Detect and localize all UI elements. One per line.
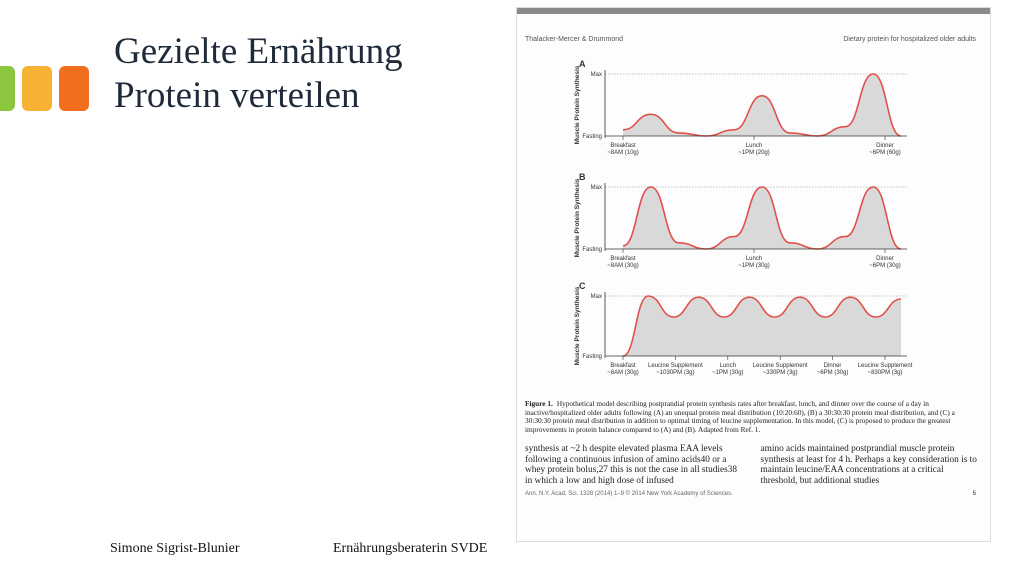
y-tick-max-A: Max — [590, 72, 602, 78]
x-tick-label-C-1: Leucine Supplement — [648, 363, 703, 369]
x-tick-detail-C-4: ~6PM (30g) — [816, 370, 849, 376]
figure-caption-text: Hypothetical model describing postprandial protein synthesis rates after breakfast, lunch, and dinner over the course of a day in inactive/hospitalized older adults following (A) an unequal protein meal distribution (10:20:60), (B) a 30:30:30 protein meal distribution, and (C) a 30:30:30 protein meal distribution in addition to optimal timing of leucine supplementation. In this model, (C) is proposed to produce the greatest improvements in protein balance compared to (A) and (B). Adapted from Ref. 1. — [525, 399, 955, 434]
y-axis-label-B: Muscle Protein Synthesis — [574, 178, 581, 258]
accent-squares — [0, 66, 89, 111]
y-tick-max-C: Max — [590, 294, 602, 300]
x-tick-label-C-3: Leucine Supplement — [752, 363, 808, 369]
accent-square-orange — [59, 66, 89, 111]
synthesis-area-C — [623, 296, 901, 356]
paper-excerpt — [517, 8, 990, 541]
x-tick-detail-C-1: ~1030PM (3g) — [656, 370, 695, 376]
x-tick-label-C-2: Lunch — [719, 363, 736, 369]
x-tick-label-B-2: Dinner — [876, 256, 894, 262]
paper-footer — [525, 491, 976, 497]
x-tick-detail-A-2: ~6PM (60g) — [869, 150, 901, 156]
figure-caption-label: Figure 1. — [525, 399, 553, 408]
x-tick-label-C-5: Leucine Supplement — [857, 363, 913, 369]
figure-caption — [525, 400, 980, 434]
x-tick-detail-B-1: ~1PM (30g) — [738, 263, 770, 269]
paper-body-text — [525, 444, 980, 486]
x-tick-label-B-1: Lunch — [745, 256, 763, 262]
page-number: 5 — [972, 491, 976, 497]
x-tick-detail-C-0: ~8AM (30g) — [607, 370, 639, 376]
panel-label-A: A — [579, 59, 586, 69]
y-axis-label-C: Muscle Protein Synthesis — [574, 286, 581, 366]
x-tick-label-C-0: Breakfast — [610, 363, 636, 369]
paper-body-right-column: amino acids maintained postprandial muscle protein synthesis at least for 4 h. Perhaps a key consideration is to maintain leucine/EAA concentrations at a critical threshold, but additional studies — [760, 444, 977, 486]
paper-body-left-column: synthesis at ~2 h despite elevated plasma EAA levels following a continuous infusion of amino acids40 or a whey protein bolus,27 this is not the case in all studies38 in which a low and high dose of infused — [525, 444, 737, 486]
paper-header-authors: Thalacker-Mercer & Drummond — [525, 36, 624, 43]
footer-author: Simone Sigrist-Blunier — [110, 541, 240, 556]
y-tick-fasting-B: Fasting — [582, 247, 602, 253]
x-tick-label-B-0: Breakfast — [610, 256, 636, 262]
slide-title-line2: Protein verteilen — [114, 75, 360, 116]
x-tick-detail-C-2: ~1PM (30g) — [712, 370, 744, 376]
panel-label-C: C — [579, 281, 586, 291]
x-tick-label-A-0: Breakfast — [610, 143, 636, 149]
x-tick-label-A-2: Dinner — [876, 143, 894, 149]
accent-square-green — [0, 66, 15, 111]
panel-label-B: B — [579, 172, 586, 182]
x-tick-detail-A-0: ~8AM (10g) — [607, 150, 639, 156]
y-tick-fasting-C: Fasting — [582, 354, 602, 360]
accent-square-yellow — [22, 66, 52, 111]
figure-1-charts — [517, 54, 990, 399]
x-tick-label-C-4: Dinner — [823, 363, 842, 369]
x-tick-label-A-1: Lunch — [745, 143, 763, 149]
x-tick-detail-A-1: ~1PM (20g) — [738, 150, 770, 156]
y-axis-label-A: Muscle Protein Synthesis — [574, 65, 581, 145]
paper-header-title: Dietary protein for hospitalized older adults — [843, 36, 976, 43]
slide-title-line1: Gezielte Ernährung — [114, 31, 403, 72]
footer-role: Ernährungsberaterin SVDE — [333, 541, 488, 556]
x-tick-detail-C-5: ~830PM (3g) — [867, 370, 903, 376]
synthesis-area-A — [623, 74, 901, 136]
x-tick-detail-B-0: ~8AM (30g) — [607, 263, 639, 269]
journal-reference: Ann. N.Y. Acad. Sci. 1328 (2014) 1–9 © 2014 New York Academy of Sciences. — [525, 491, 733, 497]
x-tick-detail-B-2: ~6PM (30g) — [869, 263, 901, 269]
y-tick-fasting-A: Fasting — [582, 134, 602, 140]
x-tick-detail-C-3: ~330PM (3g) — [762, 370, 798, 376]
slide-title — [114, 30, 403, 118]
y-tick-max-B: Max — [590, 185, 602, 191]
